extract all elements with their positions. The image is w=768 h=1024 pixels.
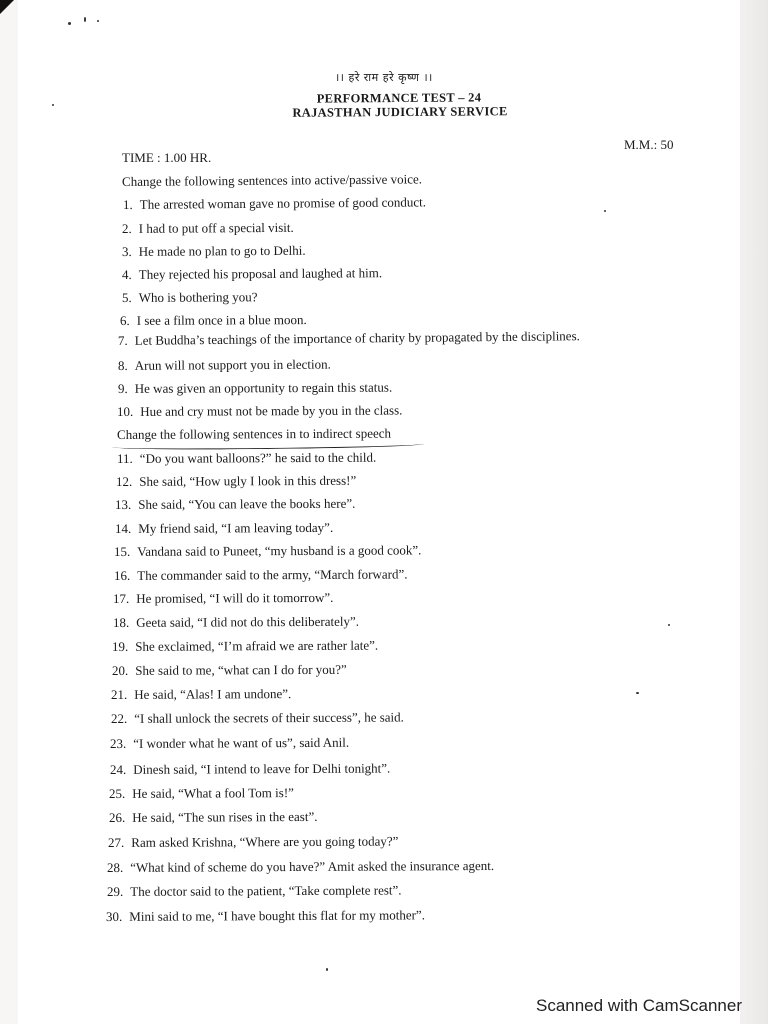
question-item	[118, 357, 331, 374]
question-item	[110, 761, 390, 778]
question-item	[108, 833, 398, 851]
question-text: She exclaimed, “I’m afraid we are rather late”.	[135, 637, 379, 654]
question-number: 30.	[105, 908, 123, 924]
question-number: 20.	[111, 662, 129, 678]
question-text: He made no plan to go to Delhi.	[138, 242, 306, 259]
question-item	[115, 496, 355, 513]
question-item	[114, 566, 408, 584]
question-text: He said, “The sun rises in the east”.	[132, 808, 318, 825]
question-number: 2.	[121, 220, 132, 236]
question-text: Who is bothering you?	[138, 289, 258, 305]
question-item	[112, 638, 378, 655]
question-text: “What kind of scheme do you have?” Amit asked the insurance agent.	[130, 857, 495, 875]
question-text: Dinesh said, “I intend to leave for Delhi tonight”.	[133, 760, 391, 777]
question-item	[122, 289, 258, 306]
question-text: Vandana said to Puneet, “my husband is a good cook”.	[137, 542, 422, 559]
question-item	[122, 243, 306, 260]
question-number: 27.	[107, 834, 125, 850]
page-edge-shadow	[740, 0, 768, 1024]
question-text: I see a film once in a blue moon.	[136, 312, 307, 328]
question-number: 17.	[112, 590, 130, 606]
question-text: Ram asked Krishna, “Where are you going today?”	[131, 833, 399, 850]
question-item	[113, 590, 333, 607]
scan-speck	[668, 624, 670, 626]
question-text: Hue and cry must not be made by you in the class.	[140, 402, 403, 419]
question-text: They rejected his proposal and laughed at him.	[138, 265, 383, 282]
question-number: 5.	[121, 289, 132, 305]
question-text: “I wonder what he want of us”, said Anil.	[133, 734, 350, 751]
question-item	[118, 380, 392, 397]
question-item	[115, 520, 333, 537]
section2-instruction: Change the following sentences in to indirect speech	[116, 425, 392, 442]
question-item	[116, 473, 356, 490]
question-item	[117, 403, 402, 420]
question-number: 24.	[109, 761, 127, 777]
question-item	[111, 686, 291, 703]
scan-speck	[84, 17, 86, 22]
question-number: 1.	[122, 196, 133, 212]
scan-speck	[326, 968, 328, 971]
service-name: RAJASTHAN JUDICIARY SERVICE	[292, 104, 508, 120]
question-number: 28.	[106, 859, 124, 875]
question-number: 15.	[113, 543, 131, 559]
question-number: 9.	[117, 380, 128, 396]
section1-instruction: Change the following sentences into active/passive voice.	[121, 171, 423, 189]
question-number: 11.	[116, 450, 133, 466]
question-text: He said, “What a fool Tom is!”	[132, 785, 294, 801]
question-number: 8.	[117, 357, 128, 373]
question-item	[110, 735, 349, 752]
question-item	[122, 220, 294, 237]
question-item	[123, 194, 426, 213]
question-number: 19.	[111, 638, 129, 654]
question-item	[112, 662, 347, 679]
question-number: 6.	[119, 312, 130, 328]
question-text: He said, “Alas! I am undone”.	[134, 686, 292, 702]
question-item	[109, 809, 318, 826]
scan-speck	[604, 210, 606, 212]
question-item	[117, 450, 376, 467]
question-text: My friend said, “I am leaving today”.	[138, 519, 334, 536]
question-number: 7.	[117, 332, 128, 348]
question-number: 13.	[114, 496, 132, 512]
question-text: “Do you want balloons?” he said to the child.	[139, 449, 377, 466]
question-number: 22.	[110, 710, 128, 726]
question-text: Geeta said, “I did not do this deliberately”.	[136, 613, 360, 630]
question-text: Arun will not support you in election.	[134, 356, 331, 373]
invocation-line: ।। हरे राम हरे कृष्ण ।।	[335, 71, 433, 84]
maximum-marks: M.M.: 50	[624, 137, 674, 152]
question-number: 16.	[113, 567, 131, 583]
question-text: Mini said to me, “I have bought this flat for my mother”.	[129, 907, 425, 924]
question-item	[114, 542, 421, 560]
question-number: 29.	[106, 883, 124, 899]
question-number: 14.	[114, 520, 132, 536]
test-title: PERFORMANCE TEST – 24	[316, 90, 482, 106]
question-number: 12.	[115, 473, 133, 489]
question-number: 4.	[121, 266, 132, 282]
question-text: Let Buddha’s teachings of the importance of charity by propagated by the disciplines.	[134, 328, 580, 348]
question-number: 10.	[116, 403, 134, 419]
scanner-watermark: Scanned with CamScanner	[535, 996, 742, 1015]
scan-speck	[68, 22, 71, 25]
question-item	[113, 614, 359, 631]
question-text: She said, “You can leave the books here”.	[138, 495, 356, 512]
question-item	[107, 882, 402, 900]
question-item	[106, 907, 425, 925]
question-item	[109, 785, 294, 802]
question-text: She said to me, “what can I do for you?”	[135, 661, 347, 678]
question-text: The commander said to the army, “March forward”.	[137, 566, 408, 583]
question-text: The arrested woman gave no promise of good conduct.	[139, 194, 427, 212]
question-text: She said, “How ugly I look in this dress!”	[139, 472, 357, 489]
question-text: “I shall unlock the secrets of their success”, he said.	[134, 709, 404, 726]
question-item	[120, 312, 307, 329]
question-number: 23.	[109, 735, 127, 751]
question-number: 21.	[110, 686, 128, 702]
question-number: 26.	[108, 809, 126, 825]
question-text: He was given an opportunity to regain this status.	[134, 379, 393, 396]
question-number: 18.	[112, 614, 130, 630]
question-text: He promised, “I will do it tomorrow”.	[136, 589, 334, 606]
corner-mark	[0, 0, 14, 14]
question-item	[107, 858, 494, 876]
scan-speck	[97, 20, 99, 22]
question-number: 25.	[108, 785, 126, 801]
question-number: 3.	[121, 243, 132, 259]
time-allowed: TIME : 1.00 HR.	[122, 150, 212, 165]
scan-speck	[636, 692, 639, 694]
question-item	[122, 265, 382, 283]
question-text: The doctor said to the patient, “Take complete rest”.	[130, 882, 402, 899]
question-text: I had to put off a special visit.	[138, 219, 294, 236]
question-item	[111, 709, 404, 727]
